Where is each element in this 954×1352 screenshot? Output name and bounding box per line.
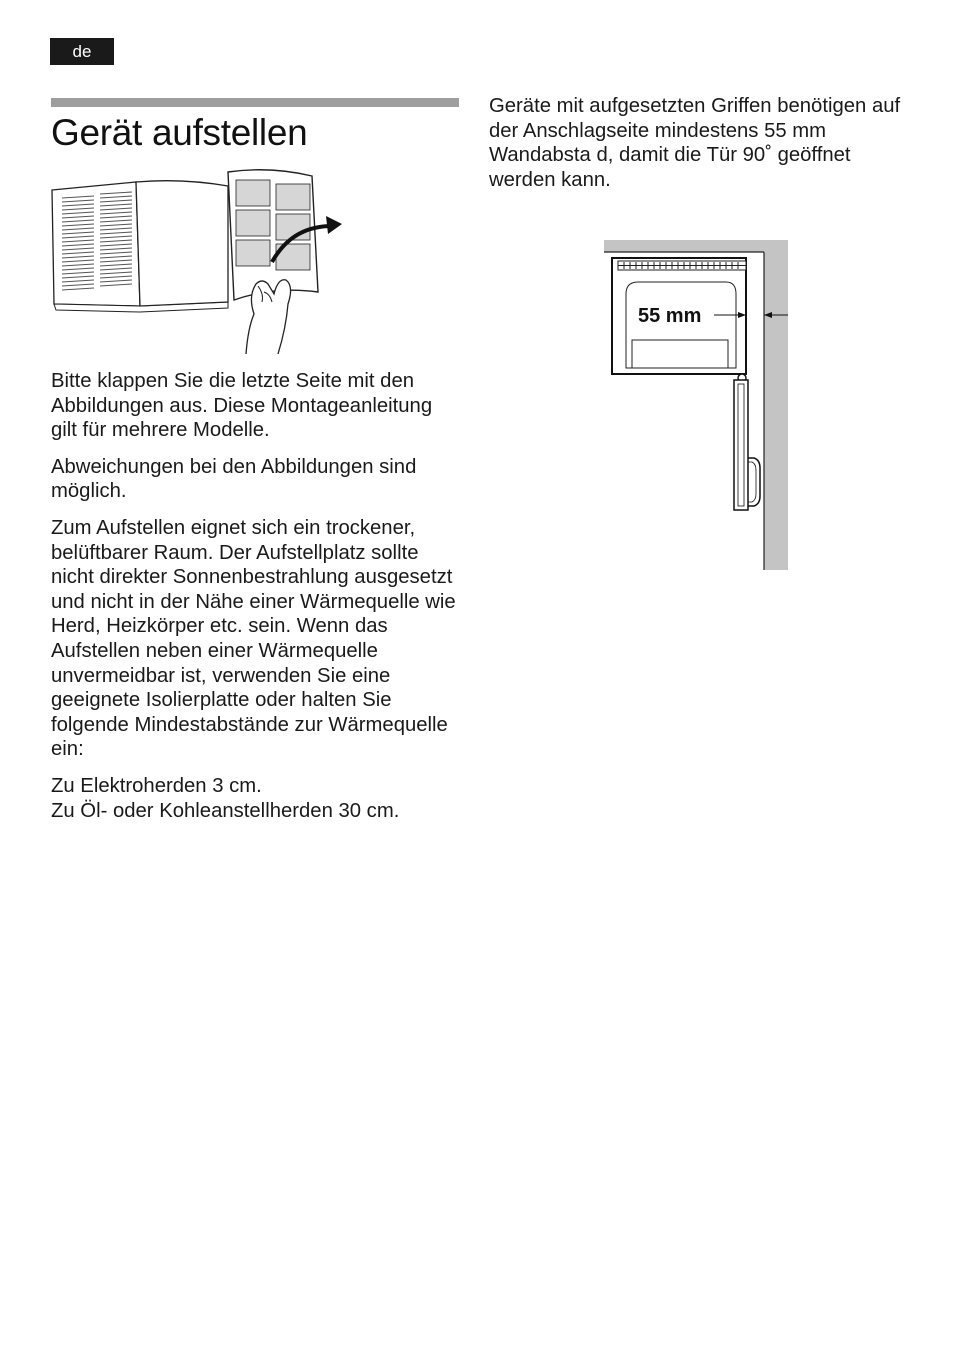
handle-clearance-paragraph: Geräte mit aufgesetzten Griffen benötigen auf der Anschlagseite mindestens 55 mm Wandabsta d, damit die Tür 90˚ geöffnet werden kann.: [489, 95, 901, 191]
page-title: Gerät aufstellen: [51, 112, 308, 153]
dimension-label: 55 mm: [638, 305, 702, 327]
right-column: [489, 94, 901, 192]
distance-oil-coal: Zu Öl- oder Kohleanstellherden 30 cm.: [51, 799, 400, 822]
heading-rule: [51, 98, 459, 107]
distance-electric: Zu Elektroherden 3 cm.: [51, 774, 262, 797]
language-tag: de: [50, 38, 114, 65]
placement-paragraph: Zum Aufstellen eignet sich ein trockener, belüftbarer Raum. Der Aufstellplatz sollte nicht direkter Sonnenbestrahlung ausgesetzt und nicht in der Nähe einer Wärmequelle wie Herd, Heizkörper etc. sein. Wenn das Aufstellen neben einer Wärmequelle unvermeidbar ist, verwenden Sie eine geeignete Isolierplatte oder halten Sie folgende Mindestabstände zur Wärmequelle ein:: [51, 516, 456, 761]
fridge-top-view-icon: [600, 236, 796, 576]
intro-paragraph: Bitte klappen Sie die letzte Seite mit den Abbildungen aus. Diese Montageanleitung gilt für mehrere Modelle.: [51, 370, 433, 442]
booklet-fold-out-icon: [50, 168, 350, 354]
left-column: [51, 369, 459, 823]
deviation-paragraph: Abweichungen bei den Abbildungen sind möglich.: [51, 455, 417, 503]
